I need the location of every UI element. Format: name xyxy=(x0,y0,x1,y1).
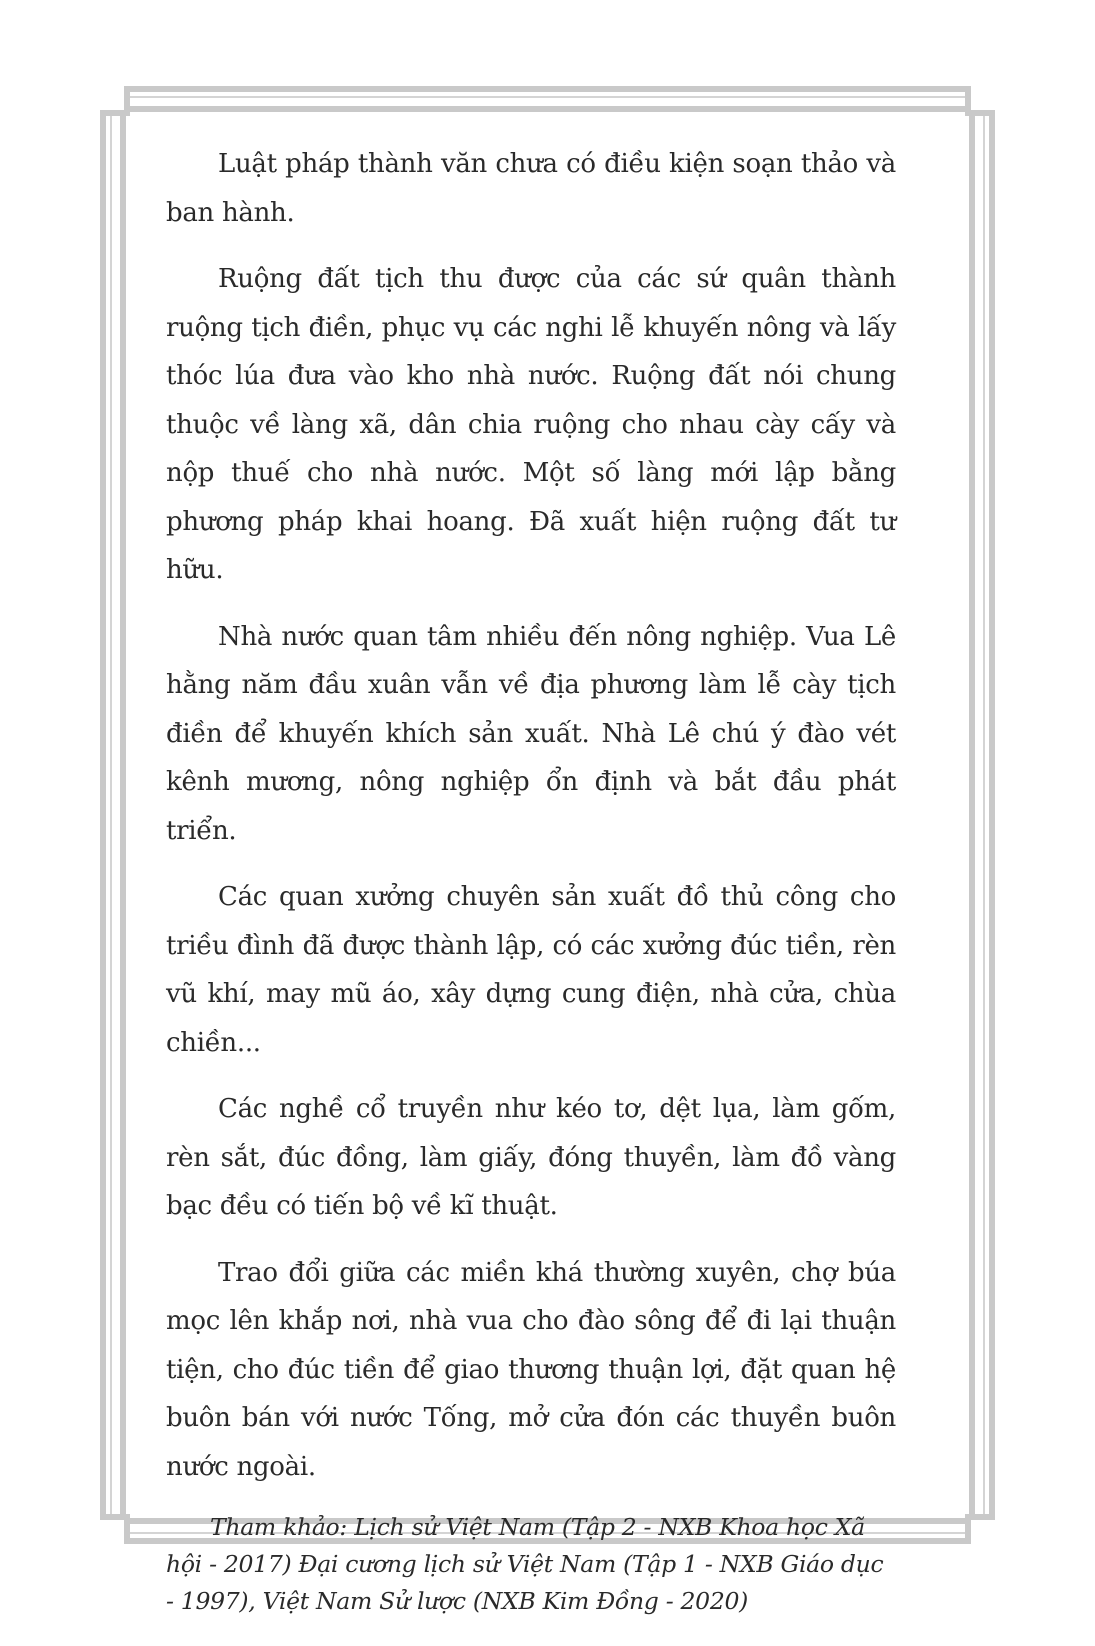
page-body xyxy=(166,140,896,1620)
paragraph-land: Ruộng đất tịch thu được của các sứ quân thành ruộng tịch điền, phục vụ các nghi lễ khuyến nông và lấy thóc lúa đưa vào kho nhà nước. Ruộng đất nói chung thuộc về làng xã, dân chia ruộng cho nhau cày cấy và nộp thuế cho nhà nước. Một số làng mới lập bằng phương pháp khai hoang. Đã xuất hiện ruộng đất tư hữu. xyxy=(166,264,896,585)
reference-note: Tham khảo: Lịch sử Việt Nam (Tập 2 - NXB Khoa học Xã hội - 2017) Đại cương lịch sử Việt Nam (Tập 1 - NXB Giáo dục - 1997), Việt Nam Sử lược (NXB Kim Đồng - 2020) xyxy=(166,1513,884,1615)
frame-corner-top-right xyxy=(965,86,995,116)
paragraph-trade: Trao đổi giữa các miền khá thường xuyên, chợ búa mọc lên khắp nơi, nhà vua cho đào sông để đi lại thuận tiện, cho đúc tiền để giao thương thuận lợi, đặt quan hệ buôn bán với nước Tống, mở cửa đón các thuyền buôn nước ngoài. xyxy=(166,1257,896,1482)
paragraph-agriculture: Nhà nước quan tâm nhiều đến nông nghiệp. Vua Lê hằng năm đầu xuân vẫn về địa phương làm lễ cày tịch điền để khuyến khích sản xuất. Nhà Lê chú ý đào vét kênh mương, nông nghiệp ổn định và bắt đầu phát triển. xyxy=(166,621,896,846)
frame-corner-bottom-right xyxy=(965,1514,995,1544)
frame-corner-bottom-left xyxy=(100,1514,130,1544)
frame-corner-top-left xyxy=(100,86,130,116)
paragraph-crafts: Các nghề cổ truyền như kéo tơ, dệt lụa, làm gốm, rèn sắt, đúc đồng, làm giấy, đóng thuyền, làm đồ vàng bạc đều có tiến bộ về kĩ thuật. xyxy=(166,1094,896,1221)
paragraph-law: Luật pháp thành văn chưa có điều kiện soạn thảo và ban hành. xyxy=(166,149,896,228)
paragraph-workshops: Các quan xưởng chuyên sản xuất đồ thủ công cho triều đình đã được thành lập, có các xưởng đúc tiền, rèn vũ khí, may mũ áo, xây dựng cung điện, nhà cửa, chùa chiền... xyxy=(166,882,896,1058)
